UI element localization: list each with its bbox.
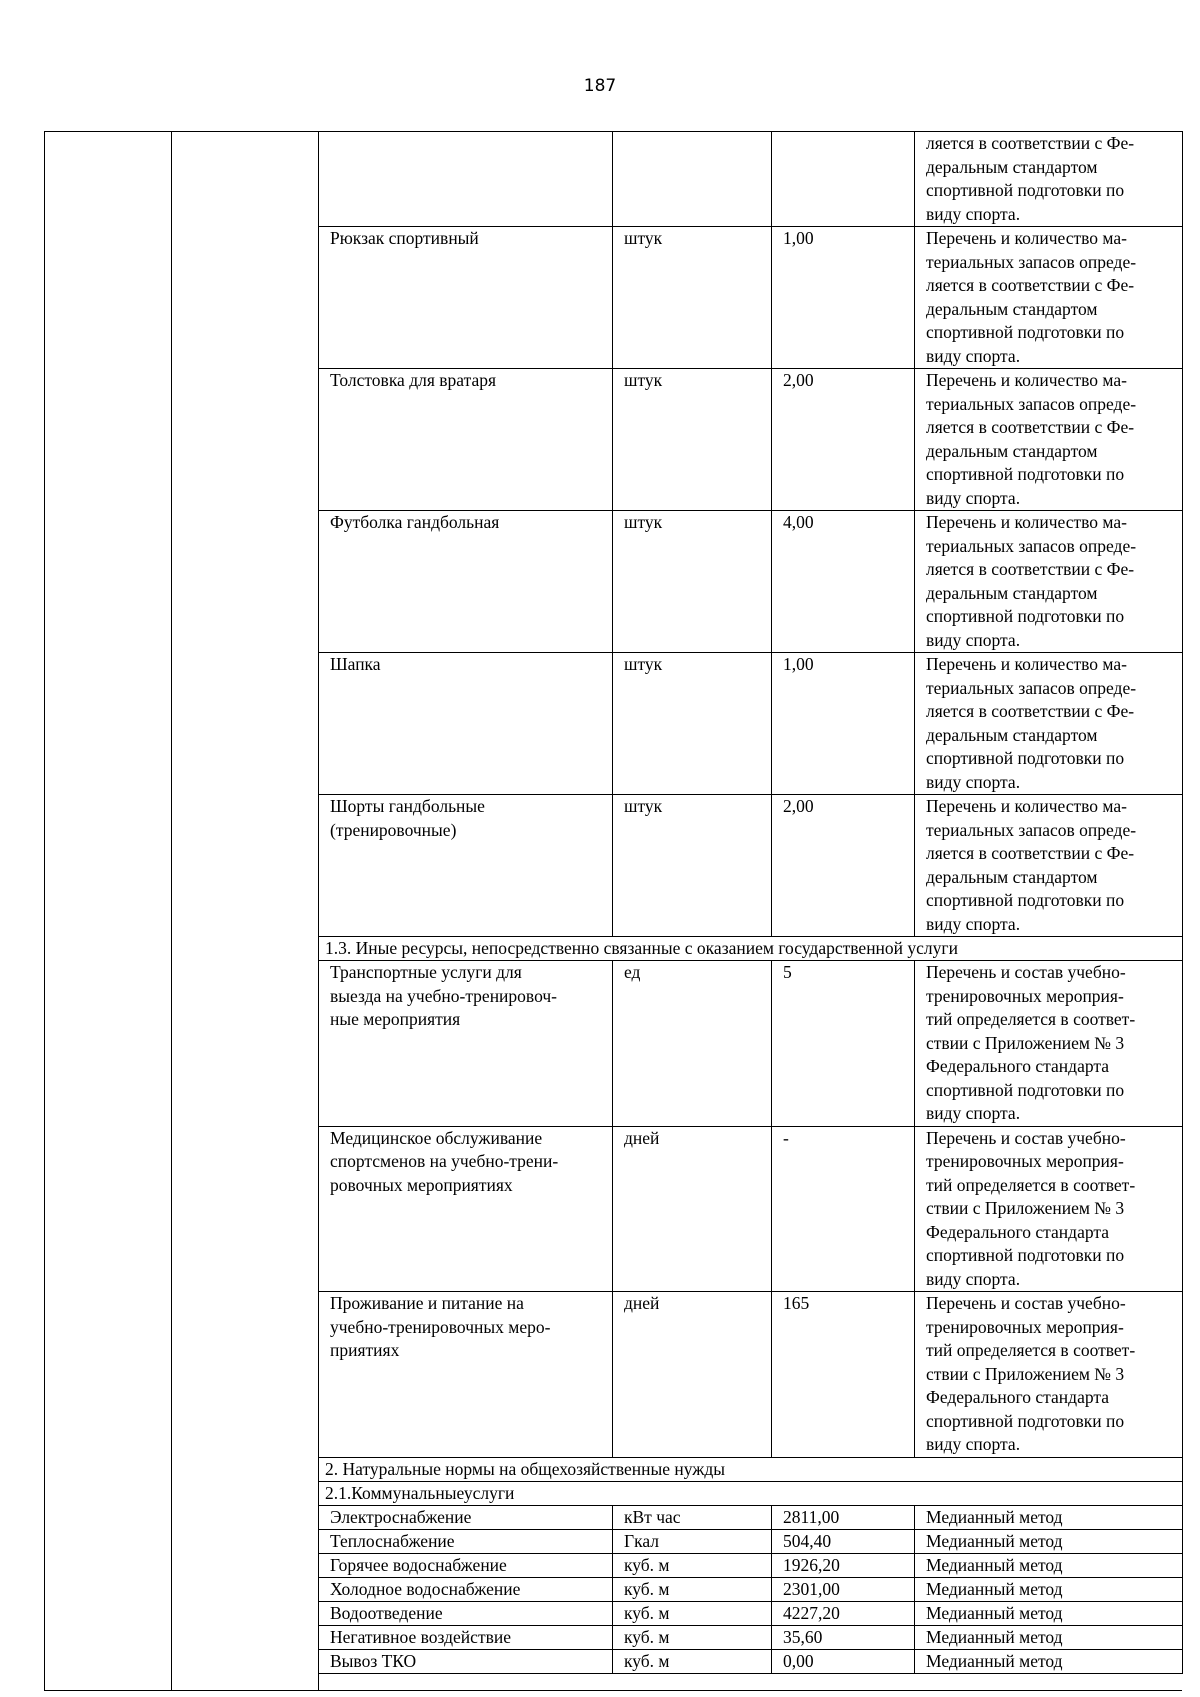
unit-cell: ед [613, 961, 772, 1127]
unit-cell: штук [613, 227, 772, 369]
section-heading [319, 1457, 1183, 1481]
note-line: деральным стандартом [926, 582, 1098, 603]
utility-unit-cell: куб. м [613, 1649, 772, 1673]
item-name-line: ровочных мероприятиях [330, 1174, 513, 1195]
note-line: виду спорта. [926, 1268, 1021, 1289]
utility-unit-cell: куб. м [613, 1625, 772, 1649]
note-line: териальных запасов опреде- [926, 535, 1137, 556]
note-cell [915, 369, 1183, 511]
note-cell [915, 653, 1183, 795]
note-line: тренировочных мероприя- [926, 985, 1124, 1006]
note-line: спортивной подготовки по [926, 464, 1125, 484]
item-name-line: Футболка гандбольная [330, 512, 500, 532]
value-cell: 5 [772, 961, 915, 1127]
item-name-cell [319, 369, 613, 511]
note-line: Федерального стандарта [926, 1056, 1109, 1076]
item-name-cell [319, 1292, 613, 1458]
utility-row [319, 1577, 1183, 1601]
item-name-cell [319, 511, 613, 653]
note-cell [915, 227, 1183, 369]
utility-unit-cell: куб. м [613, 1601, 772, 1625]
table-row [319, 227, 1183, 369]
utility-value-cell: 2811,00 [772, 1505, 915, 1529]
utility-name-cell: Негативное воздействие [319, 1625, 613, 1649]
note-line: ляется в соответствии с Фе- [926, 559, 1135, 579]
table-row [319, 653, 1183, 795]
note-line: виду спорта. [926, 345, 1021, 366]
item-name-line: (тренировочные) [330, 819, 457, 840]
unit-cell: штук [613, 369, 772, 511]
section-heading [319, 937, 1183, 961]
note-line: спортивной подготовки по [926, 748, 1125, 768]
table-row [319, 511, 1183, 653]
subsection-heading-cell: 2.1.Коммунальныеуслуги [319, 1481, 1183, 1505]
utility-method-cell: Медианный метод [915, 1529, 1183, 1553]
item-name-line: Проживание и питание на [330, 1293, 524, 1313]
value-cell: 2,00 [772, 795, 915, 937]
note-line: спортивной подготовки по [926, 1410, 1125, 1431]
note-cell [915, 1292, 1183, 1458]
table-row [319, 1292, 1183, 1458]
utility-name-cell: Водоотведение [319, 1601, 613, 1625]
utility-row [319, 1505, 1183, 1529]
item-name-line: Медицинское обслуживание [330, 1127, 543, 1148]
section-heading-cell: 2. Натуральные нормы на общехозяйственные нужды [319, 1457, 1183, 1481]
item-name-line: Шорты гандбольные [330, 796, 485, 816]
note-line: тренировочных мероприя- [926, 1316, 1124, 1337]
note-line: Перечень и состав учебно- [926, 1127, 1126, 1148]
note-line: виду спорта. [926, 1434, 1021, 1454]
utility-row [319, 1553, 1183, 1577]
note-line: Перечень и количество ма- [926, 654, 1127, 674]
table-row [319, 795, 1183, 937]
note-line: териальных запасов опреде- [926, 251, 1137, 272]
utility-method-cell: Медианный метод [915, 1505, 1183, 1529]
unit-cell: штук [613, 653, 772, 795]
note-line: тий определяется в соответ- [926, 1340, 1136, 1360]
note-line: спортивной подготовки по [926, 606, 1125, 626]
note-cell [915, 511, 1183, 653]
utility-method-cell: Медианный метод [915, 1625, 1183, 1649]
continued-row [319, 132, 1183, 227]
item-name-line: ные мероприятия [330, 1009, 461, 1029]
item-name-line: Транспортные услуги для [330, 962, 522, 982]
utility-name-cell: Электроснабжение [319, 1505, 613, 1529]
note-line: виду спорта. [926, 487, 1021, 508]
continued-note-cell [915, 132, 1183, 227]
utility-row [319, 1649, 1183, 1673]
value-cell: 4,00 [772, 511, 915, 653]
note-line: ляется в соответствии с Фе- [926, 275, 1135, 295]
note-line: Перечень и состав учебно- [926, 1293, 1126, 1313]
note-line: виду спорта. [926, 1103, 1021, 1123]
note-line: Федерального стандарта [926, 1387, 1109, 1407]
note-line: тий определяется в соответ- [926, 1009, 1136, 1029]
utility-unit-cell: Гкал [613, 1529, 772, 1553]
utility-value-cell: 1926,20 [772, 1553, 915, 1577]
note-cell [915, 961, 1183, 1127]
note-line: деральным стандартом [926, 866, 1098, 887]
note-line: Федерального стандарта [926, 1221, 1109, 1242]
note-line: ляется в соответствии с Фе- [926, 843, 1135, 863]
note-line: виду спорта. [926, 771, 1021, 792]
value-cell: 1,00 [772, 227, 915, 369]
item-name-cell [319, 653, 613, 795]
note-line: ствии с Приложением № 3 [926, 1032, 1125, 1053]
note-cell [915, 1126, 1183, 1292]
utility-name-cell: Теплоснабжение [319, 1529, 613, 1553]
resources-table [318, 131, 1183, 1674]
note-line: териальных запасов опреде- [926, 393, 1137, 414]
utility-method-cell: Медианный метод [915, 1649, 1183, 1673]
item-name-line: Рюкзак спортивный [330, 228, 479, 248]
utility-value-cell: 35,60 [772, 1625, 915, 1649]
note-line: Перечень и количество ма- [926, 796, 1127, 816]
note-line: Перечень и количество ма- [926, 370, 1127, 390]
value-cell: 165 [772, 1292, 915, 1458]
value-cell: - [772, 1126, 915, 1292]
unit-cell: штук [613, 511, 772, 653]
note-line: Перечень и количество ма- [926, 512, 1127, 532]
table-row [319, 961, 1183, 1127]
note-line: спортивной подготовки по [926, 890, 1125, 910]
utility-name-cell: Холодное водоснабжение [319, 1577, 613, 1601]
utility-name-cell: Горячее водоснабжение [319, 1553, 613, 1577]
section-heading-cell: 1.3. Иные ресурсы, непосредственно связанные с оказанием государственной услуги [319, 937, 1183, 961]
note-line: ствии с Приложением № 3 [926, 1198, 1125, 1218]
utility-unit-cell: куб. м [613, 1577, 772, 1601]
utility-method-cell: Медианный метод [915, 1577, 1183, 1601]
note-line: виду спорта. [926, 629, 1021, 650]
resources-table-body [319, 132, 1183, 1674]
utility-value-cell: 0,00 [772, 1649, 915, 1673]
note-line: тренировочных мероприя- [926, 1151, 1124, 1171]
note-line: виду спорта. [926, 913, 1021, 934]
note-cell [915, 795, 1183, 937]
note-line: спортивной подготовки по [926, 180, 1125, 200]
utility-row [319, 1625, 1183, 1649]
value-cell: 2,00 [772, 369, 915, 511]
utility-method-cell: Медианный метод [915, 1601, 1183, 1625]
note-line: ляется в соответствии с Фе- [926, 417, 1135, 437]
page-number: 187 [583, 76, 617, 96]
utility-name-cell: Вывоз ТКО [319, 1649, 613, 1673]
note-line: териальных запасов опреде- [926, 819, 1137, 840]
value-cell: 1,00 [772, 653, 915, 795]
table-row [319, 1126, 1183, 1292]
continued-name-cell [319, 132, 613, 227]
unit-cell: дней [613, 1292, 772, 1458]
note-line: териальных запасов опреде- [926, 677, 1137, 698]
item-name-cell [319, 795, 613, 937]
note-line: спортивной подготовки по [926, 1079, 1125, 1100]
item-name-line: приятиях [330, 1340, 400, 1360]
note-line: Перечень и количество ма- [926, 228, 1127, 248]
utility-value-cell: 504,40 [772, 1529, 915, 1553]
note-line: ляется в соответствии с Фе- [926, 701, 1135, 721]
note-line: спортивной подготовки по [926, 322, 1125, 342]
item-name-line: Толстовка для вратаря [330, 370, 497, 390]
note-line: деральным стандартом [926, 724, 1098, 745]
utility-row [319, 1601, 1183, 1625]
column-divider-1 [171, 131, 172, 1691]
item-name-cell [319, 227, 613, 369]
unit-cell: дней [613, 1126, 772, 1292]
item-name-line: выезда на учебно-тренировоч- [330, 985, 557, 1006]
continued-value-cell [772, 132, 915, 227]
note-line: ляется в соответствии с Фе- [926, 133, 1135, 153]
item-name-line: спортсменов на учебно-трени- [330, 1151, 559, 1171]
utility-unit-cell: куб. м [613, 1553, 772, 1577]
unit-cell: штук [613, 795, 772, 937]
item-name-line: Шапка [330, 654, 381, 674]
utility-row [319, 1529, 1183, 1553]
utility-value-cell: 4227,20 [772, 1601, 915, 1625]
note-line: деральным стандартом [926, 156, 1098, 177]
note-line: виду спорта. [926, 203, 1021, 224]
note-line: деральным стандартом [926, 440, 1098, 461]
continued-unit-cell [613, 132, 772, 227]
item-name-cell [319, 961, 613, 1127]
utility-unit-cell: кВт час [613, 1505, 772, 1529]
table-row [319, 369, 1183, 511]
note-line: спортивной подготовки по [926, 1245, 1125, 1265]
utility-value-cell: 2301,00 [772, 1577, 915, 1601]
item-name-line: учебно-тренировочных меро- [330, 1316, 551, 1337]
note-line: Перечень и состав учебно- [926, 962, 1126, 982]
utility-method-cell: Медианный метод [915, 1553, 1183, 1577]
subsection-heading [319, 1481, 1183, 1505]
note-line: тий определяется в соответ- [926, 1174, 1136, 1195]
note-line: деральным стандартом [926, 298, 1098, 319]
note-line: ствии с Приложением № 3 [926, 1363, 1125, 1384]
item-name-cell [319, 1126, 613, 1292]
